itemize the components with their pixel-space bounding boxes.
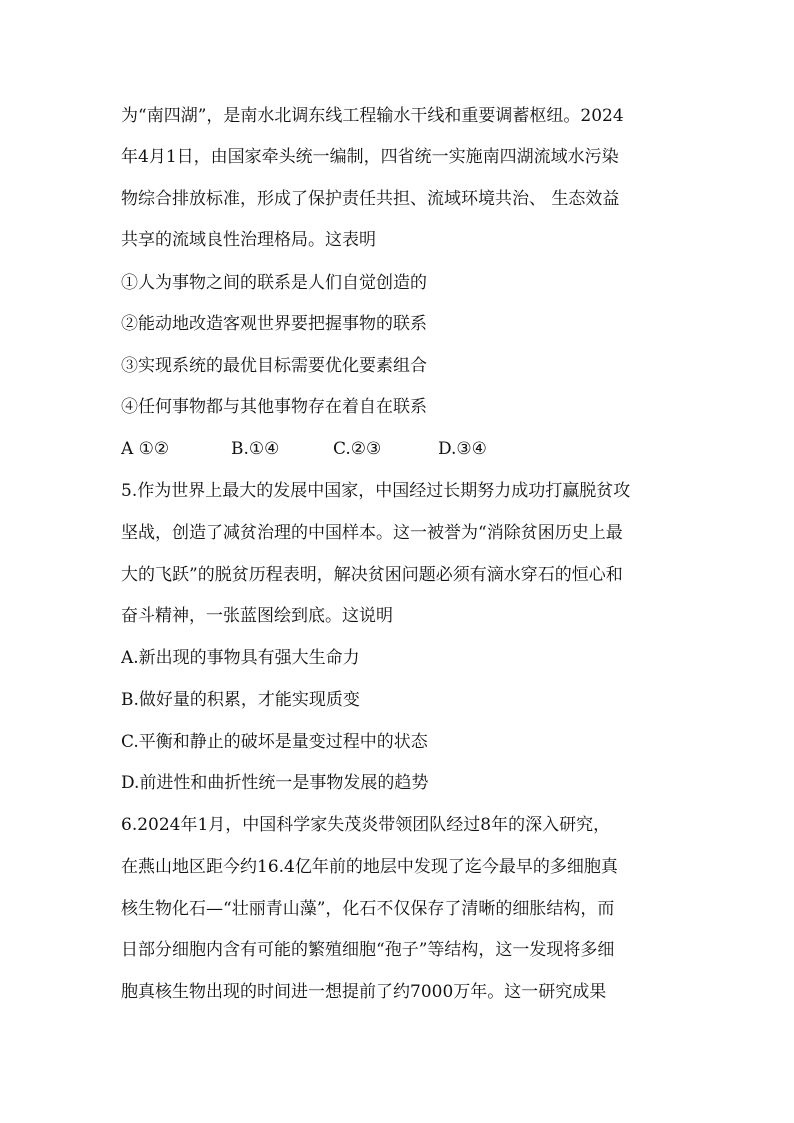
- q4-options-row: [121, 438, 681, 460]
- q4-text-line: 物综合排放标准，形成了保护责任共担、流域环境共治、 生态效益: [121, 189, 620, 209]
- q5-option-c: C.平衡和静止的破坏是量变过程中的状态: [121, 732, 428, 752]
- q5-option-a: A.新出现的事物具有强大生命力: [121, 648, 360, 668]
- q6-text-line: 核生物化石—“壮丽青山藻”，化石不仅保存了清晰的细胀结构，而: [121, 899, 615, 919]
- q6-text-line: 日部分细胞内含有可能的繁殖细胞“孢子”等结构，这一发现将多细: [121, 940, 615, 960]
- q5-option-d: D.前进性和曲折性统一是事物发展的趋势: [121, 773, 429, 793]
- q5-text-line: 奋斗精神，一张蓝图绘到底。这说明: [121, 606, 393, 626]
- q4-statement-4: ④任何事物都与其他事物存在着自在联系: [121, 397, 427, 417]
- q5-text-line: 坚战，创造了减贫治理的中国样本。这一被誉为“消除贫困历史上最: [121, 523, 623, 543]
- q4-option-b: B.①④: [231, 439, 280, 459]
- q4-text-line: 共享的流域良性治理格局。这表明: [121, 230, 376, 250]
- q4-text-line: 为“南四湖”，是南水北调东线工程输水干线和重要调蓄枢纽。2024: [121, 106, 624, 126]
- q4-option-c: C.②③: [333, 439, 382, 459]
- q4-option-d: D.③④: [438, 439, 487, 459]
- q5-text-line: 大的飞跃”的脱贫历程表明，解决贫困问题必须有滴水穿石的恒心和: [121, 565, 623, 585]
- q4-statement-2: ②能动地改造客观世界要把握事物的联系: [121, 314, 427, 334]
- q4-text-line: 年4月1日，由国家牵头统一编制，四省统一实施南四湖流域水污染: [121, 147, 619, 167]
- q4-option-a: A ①②: [121, 439, 170, 459]
- q5-option-b: B.做好量的积累，才能实现质变: [121, 690, 360, 710]
- q6-text-line: 胞真核生物出现的时间进一想提前了约7000万年。这一研究成果: [121, 982, 607, 1002]
- q6-text-line: 6.2024年1月，中国科学家失茂炎带领团队经过8年的深入研究，: [121, 815, 611, 835]
- q6-text-line: 在燕山地区距今约16.4亿年前的地层中发现了迄今最早的多细胞真: [121, 857, 618, 877]
- q4-statement-3: ③实现系统的最优目标需要优化要素组合: [121, 356, 427, 376]
- q5-text-line: 5.作为世界上最大的发展中国家，中国经过长期努力成功打赢脱贫攻: [121, 481, 631, 501]
- q4-statement-1: ①人为事物之间的联系是人们自觉创造的: [121, 273, 427, 293]
